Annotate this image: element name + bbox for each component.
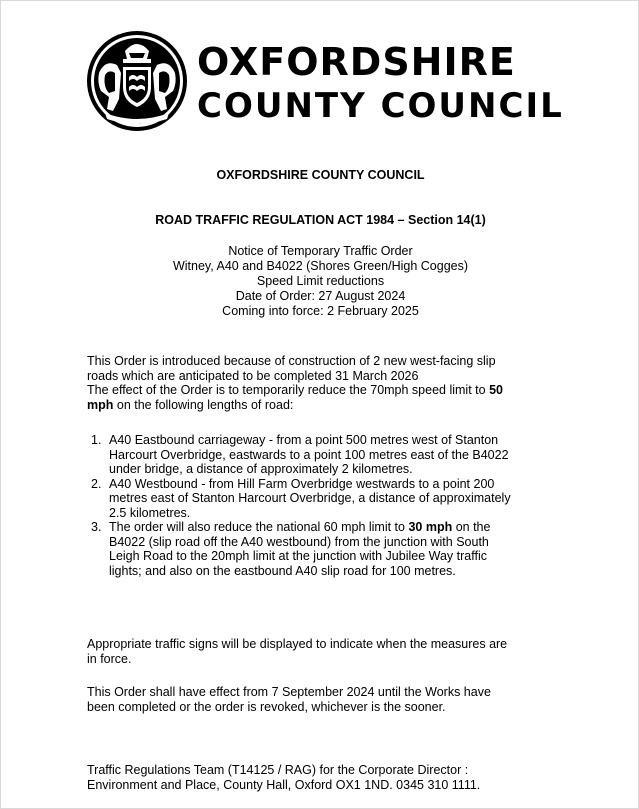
- council-title: OXFORDSHIRE COUNTY COUNCIL: [216, 168, 425, 182]
- list-line: lights; and also on the eastbound A40 slip road for 100 metres.: [109, 563, 456, 578]
- effect-period-line-1: This Order shall have effect from 7 September 2024 until the Works have: [87, 685, 491, 699]
- notice-heading: Notice of Temporary Traffic Order: [228, 244, 413, 258]
- intro-line-1: This Order is introduced because of construction of 2 new west-facing slip: [87, 354, 496, 368]
- list-item: [87, 520, 567, 578]
- effect-text-end: on the following lengths of road:: [113, 397, 294, 412]
- notice-in-force-date: Coming into force: 2 February 2025: [222, 304, 419, 318]
- signs-line-1: Appropriate traffic signs will be displayed to indicate when the measures are: [87, 637, 508, 651]
- effect-line-2: [87, 398, 567, 413]
- notice-subject: Speed Limit reductions: [256, 274, 385, 288]
- list-line: Harcourt Overbridge, eastwards to a point 100 metres east of the B4022: [109, 447, 509, 462]
- footer-line-2: Environment and Place, County Hall, Oxford OX1 1ND. 0345 310 1111.: [87, 777, 481, 792]
- act-title: ROAD TRAFFIC REGULATION ACT 1984 – Section 14(1): [155, 213, 486, 227]
- list-line: A40 Eastbound carriageway - from a point 500 metres west of Stanton: [109, 433, 499, 447]
- list-item: [87, 477, 567, 521]
- effect-line-1: [87, 383, 567, 398]
- list-number: 3.: [91, 520, 102, 534]
- list-line: A40 Westbound - from Hill Farm Overbridge westwards to a point 200: [109, 476, 495, 491]
- list-line: B4022 (slip road off the A40 westbound) from the junction with South: [109, 534, 489, 549]
- list-line: under bridge, a distance of approximately 2 kilometres.: [109, 462, 413, 476]
- council-header: [85, 29, 565, 129]
- speed-limit-unit: mph: [87, 397, 114, 412]
- footer-line-1: Traffic Regulations Team (T14125 / RAG) for the Corporate Director :: [87, 763, 469, 777]
- list-number: 1.: [91, 433, 102, 447]
- effect-text: The effect of the Order is to temporarily reduce the 70mph speed limit to: [87, 383, 490, 397]
- notice-block: [1, 244, 639, 319]
- speed-limit-value: 50: [489, 383, 503, 397]
- oxfordshire-crest-logo: [85, 29, 189, 133]
- list-text: on the: [452, 520, 491, 534]
- road-lengths-list: [87, 433, 567, 578]
- effect-period-paragraph: [87, 685, 567, 714]
- list-number: 2.: [91, 476, 102, 491]
- wordmark-line-2: COUNTY COUNCIL: [197, 86, 564, 126]
- list-line: Leigh Road to the 20mph limit at the junction with Jubilee Way traffic: [109, 549, 487, 563]
- list-text: The order will also reduce the national 60 mph limit to: [109, 520, 409, 534]
- notice-location: Witney, A40 and B4022 (Shores Green/High Cogges): [172, 259, 469, 273]
- intro-paragraph: [87, 354, 567, 412]
- effect-period-line-2: been completed or the order is revoked, whichever is the sooner.: [87, 699, 446, 714]
- signs-line-2: in force.: [87, 651, 132, 666]
- list-line: metres east of Stanton Harcourt Overbridge, a distance of approximately: [109, 491, 511, 505]
- council-wordmark: [197, 40, 564, 126]
- notice-order-date: Date of Order: 27 August 2024: [235, 289, 406, 303]
- wordmark-line-1: OXFORDSHIRE: [197, 40, 516, 84]
- list-line: [109, 520, 567, 535]
- signatory-footer: [87, 763, 567, 792]
- speed-limit-value: 30 mph: [408, 520, 453, 534]
- list-item: [87, 433, 567, 477]
- intro-line-2: roads which are anticipated to be completed 31 March 2026: [87, 368, 419, 383]
- signs-paragraph: [87, 637, 567, 666]
- list-line: 2.5 kilometres.: [109, 505, 191, 520]
